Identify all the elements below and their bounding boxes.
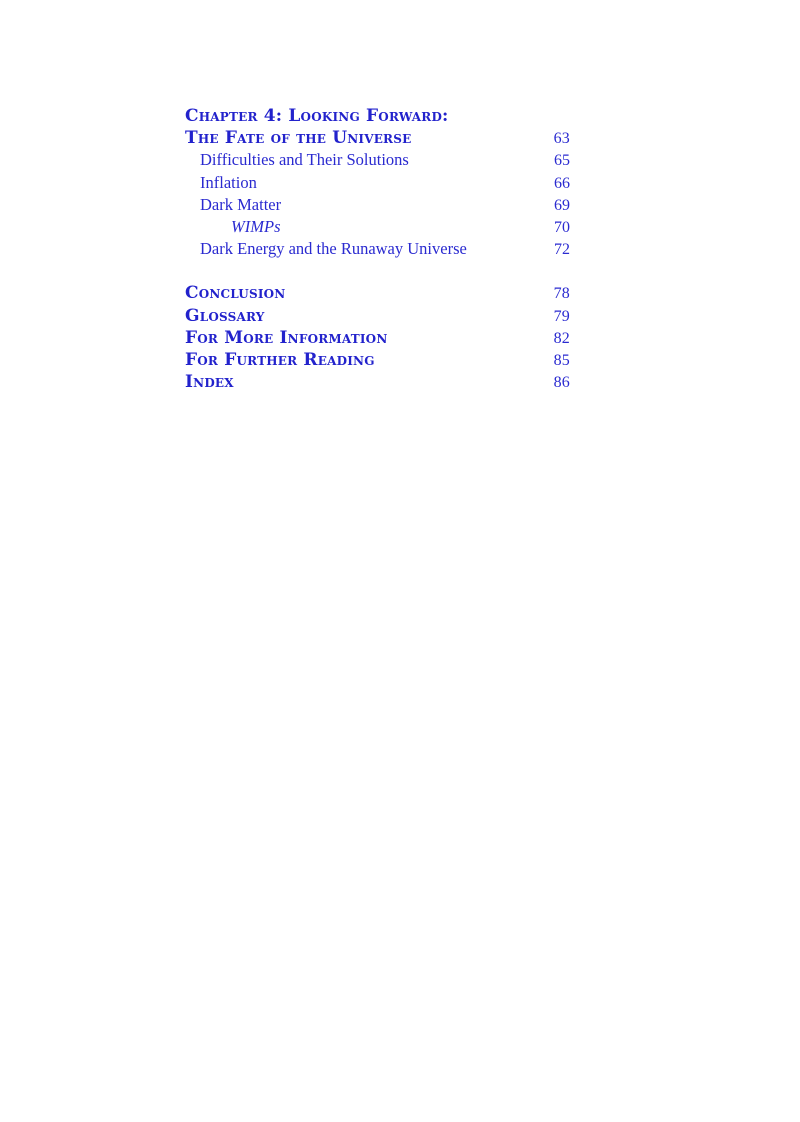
toc-entry-index[interactable] xyxy=(185,371,570,393)
page-number: 70 xyxy=(554,218,570,236)
page-number: 65 xyxy=(554,152,570,170)
chapter-title-line1[interactable] xyxy=(185,105,570,127)
toc-entry-label: Glossary xyxy=(185,305,265,326)
toc-entry-label: Dark Energy and the Runaway Universe xyxy=(200,239,467,259)
chapter-title-label: Chapter 4: Looking Forward: xyxy=(185,106,449,126)
page-number: 79 xyxy=(553,307,570,325)
toc-entry-label: WIMPs xyxy=(231,216,281,236)
toc-entry-label: For More Information xyxy=(185,327,388,348)
table-of-contents xyxy=(185,105,570,393)
toc-entry-difficulties[interactable] xyxy=(185,149,570,171)
toc-entry-more-information[interactable] xyxy=(185,327,570,349)
toc-entry-label: Index xyxy=(185,372,234,393)
page-number: 85 xyxy=(553,351,570,369)
page-number: 86 xyxy=(553,374,570,392)
toc-entry-dark-matter[interactable] xyxy=(185,194,570,216)
chapter-title-line2[interactable] xyxy=(185,127,570,149)
chapter-title-label: The Fate of the Universe xyxy=(185,128,412,149)
toc-entry-wimps[interactable] xyxy=(185,216,570,238)
page-number: 63 xyxy=(553,130,570,148)
toc-entry-label: For Further Reading xyxy=(185,349,375,370)
page-number: 66 xyxy=(554,174,570,192)
toc-entry-conclusion[interactable] xyxy=(185,282,570,304)
spacer xyxy=(185,260,570,282)
page-number: 78 xyxy=(553,285,570,303)
toc-entry-inflation[interactable] xyxy=(185,172,570,194)
page-number: 72 xyxy=(554,241,570,259)
toc-entry-further-reading[interactable] xyxy=(185,349,570,371)
toc-entry-glossary[interactable] xyxy=(185,305,570,327)
toc-entry-label: Dark Matter xyxy=(200,194,282,214)
page-number: 82 xyxy=(553,329,570,347)
toc-entry-dark-energy[interactable] xyxy=(185,238,570,260)
toc-entry-label: Inflation xyxy=(200,172,257,192)
toc-entry-label: Difficulties and Their Solutions xyxy=(200,150,409,170)
page-number: 69 xyxy=(554,196,570,214)
toc-entry-label: Conclusion xyxy=(185,283,286,304)
